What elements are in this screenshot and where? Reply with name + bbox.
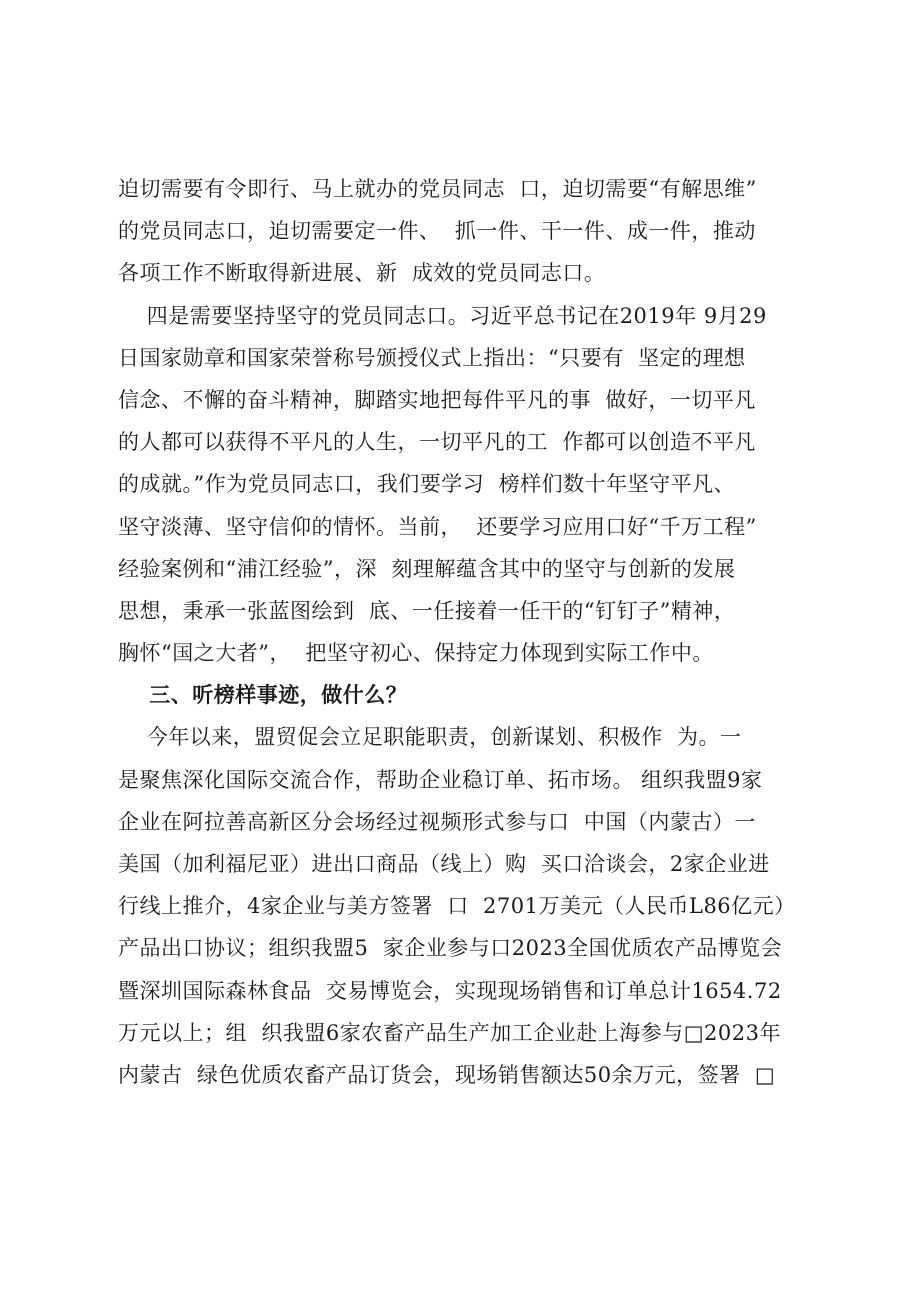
text-line: 的人都可以获得不平凡的人生，一切平凡的工 作都可以创造不平凡 [118,430,756,455]
text-line: 的成就。”作为党员同志口，我们要学习 榜样们数十年坚守平凡、 [118,472,736,497]
text-line: 企业在阿拉善高新区分会场经过视频形式参与口 中国（内蒙古）一 [118,809,756,834]
text-line: 内蒙古 绿色优质农畜产品订货会，现场销售额达50余万元，签署 □ [118,1062,776,1087]
text-line: 思想，秉承一张蓝图绘到 底、一任接着一任干的“钉钉子”精神， [118,598,736,623]
text-line: 胸怀“国之大者”， 把坚守初心、保持定力体现到实际工作中。 [118,641,714,666]
text-line: 美国（加利福尼亚）进出口商品（线上）购 买口洽谈会，2家企业进 [118,852,770,876]
text-line: 是聚焦深化国际交流合作，帮助企业稳订单、拓市场。 组织我盟9家 [118,767,763,792]
text-line: 行线上推介，4家企业与美方签署 口 2701万美元（人民币L86亿元） [118,894,796,919]
text-line: 四是需要坚持坚守的党员同志口。习近平总书记在2019年 9月29 [118,303,767,328]
text-line: 信念、不懈的奋斗精神，脚踏实地把每件平凡的事 做好，一切平凡 [118,387,756,412]
text-line: 坚守淡薄、坚守信仰的情怀。当前， 还要学习应用口好“千万工程” [118,514,757,539]
document-body [118,168,808,1096]
text-line: 经验案例和“浦江经验”，深 刻理解蕴含其中的坚守与创新的发展 [118,556,736,581]
text-line: 产品出口协议；组织我盟5 家企业参与口2023全国优质农产品博览会 [118,936,783,961]
section-heading: 三、听榜样事迹，做什么？ [118,683,408,708]
text-line: 暨深圳国际森林食品 交易博览会，实现现场销售和订单总计1654.72 [118,978,782,1003]
text-line: 万元以上；组 织我盟6家农畜产品生产加工企业赴上海参与□2023年 [118,1020,781,1045]
text-line: 日国家勋章和国家荣誉称号颁授仪式上指出：“只要有 坚定的理想 [118,345,746,370]
text-line: 各项工作不断取得新进展、新 成效的党员同志口。 [118,261,606,286]
text-line: 的党员同志口，迫切需要定一件、 抓一件、干一件、成一件，推动 [118,219,756,244]
text-line: 今年以来，盟贸促会立足职能职责，创新谋划、积极作 为。一 [118,725,742,750]
text-line: 迫切需要有令即行、马上就办的党员同志 口，迫切需要“有解思维” [118,177,757,201]
